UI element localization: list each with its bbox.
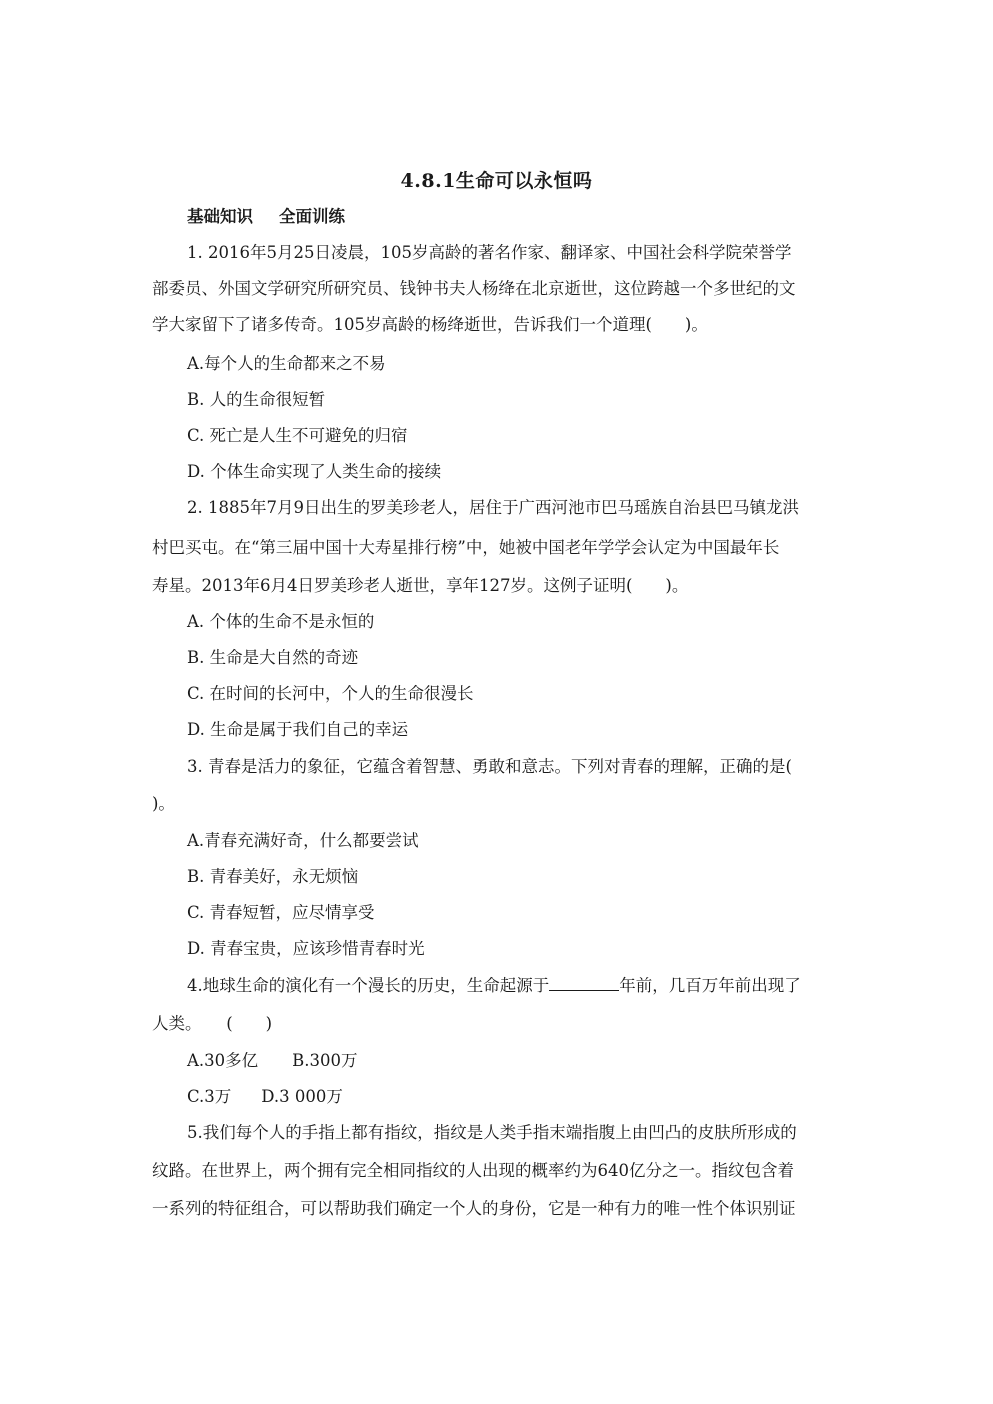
q4-options-row-2 [187, 1086, 343, 1108]
q4-line-1-start: 4.地球生命的演化有一个漫长的历史，生命起源于 [187, 976, 550, 995]
q4-options-row-1 [187, 1050, 358, 1072]
q2-line-2: 村巴买屯。在“第三届中国十大寿星排行榜”中，她被中国老年学学会认定为中国最年长 [152, 538, 780, 557]
q3-option-d: D. 青春宝贵，应该珍惜青春时光 [187, 939, 425, 958]
q1-line-3: 学大家留下了诸多传奇。105岁高龄的杨绛逝世，告诉我们一个道理( )。 [152, 315, 708, 334]
q5-line-2: 纹路。在世界上，两个拥有完全相同指纹的人出现的概率约为640亿分之一。指纹包含着 [152, 1161, 794, 1180]
q4-line-1 [187, 974, 801, 997]
q2-option-d: D. 生命是属于我们自己的幸运 [187, 720, 409, 739]
q5-line-1: 5.我们每个人的手指上都有指纹，指纹是人类手指末端指腹上由凹凸的皮肤所形成的 [187, 1123, 797, 1142]
q3-option-c: C. 青春短暂，应尽情享受 [187, 903, 375, 922]
q4-option-d: D.3 000万 [261, 1087, 343, 1106]
q4-option-a: A.30多亿 [187, 1051, 259, 1070]
q1-option-c: C. 死亡是人生不可避免的归宿 [187, 426, 408, 445]
q5-line-3: 一系列的特征组合，可以帮助我们确定一个人的身份，它是一种有力的唯一性个体识别证 [152, 1199, 796, 1218]
q4-line-2: 人类。 ( ) [152, 1014, 273, 1033]
q1-option-d: D. 个体生命实现了人类生命的接续 [187, 462, 442, 481]
q1-line-2: 部委员、外国文学研究所研究员、钱钟书夫人杨绛在北京逝世，这位跨越一个多世纪的文 [152, 279, 796, 298]
q3-line-2: )。 [152, 794, 175, 813]
q3-option-b: B. 青春美好，永无烦恼 [187, 867, 359, 886]
section-label-training: 全面训练 [279, 207, 345, 226]
q1-line-1: 1. 2016年5月25日凌晨，105岁高龄的著名作家、翻译家、中国社会科学院荣誉学 [187, 243, 792, 262]
q2-option-a: A. 个体的生命不是永恒的 [187, 612, 375, 631]
q2-option-b: B. 生命是大自然的奇迹 [187, 648, 359, 667]
q4-option-b: B.300万 [292, 1051, 358, 1070]
section-label-basic: 基础知识 [187, 207, 253, 226]
q1-option-a: A.每个人的生命都来之不易 [187, 354, 386, 373]
q3-option-a: A.青春充满好奇，什么都要尝试 [187, 831, 419, 850]
q3-line-1: 3. 青春是活力的象征，它蕴含着智慧、勇敢和意志。下列对青春的理解，正确的是( [187, 757, 792, 776]
q4-option-c: C.3万 [187, 1087, 232, 1106]
q2-option-c: C. 在时间的长河中，个人的生命很漫长 [187, 684, 474, 703]
q1-option-b: B. 人的生命很短暂 [187, 390, 326, 409]
q4-line-1-end: 年前，几百万年前出现了 [619, 976, 801, 995]
section-heading [187, 203, 345, 227]
page-title: 4.8.1生命可以永恒吗 [400, 170, 593, 192]
q2-line-1: 2. 1885年7月9日出生的罗美珍老人，居住于广西河池市巴马瑶族自治县巴马镇龙洪 [187, 498, 799, 517]
q4-answer-blank [549, 974, 619, 991]
q2-line-3: 寿星。2013年6月4日罗美珍老人逝世，享年127岁。这例子证明( )。 [152, 576, 689, 595]
